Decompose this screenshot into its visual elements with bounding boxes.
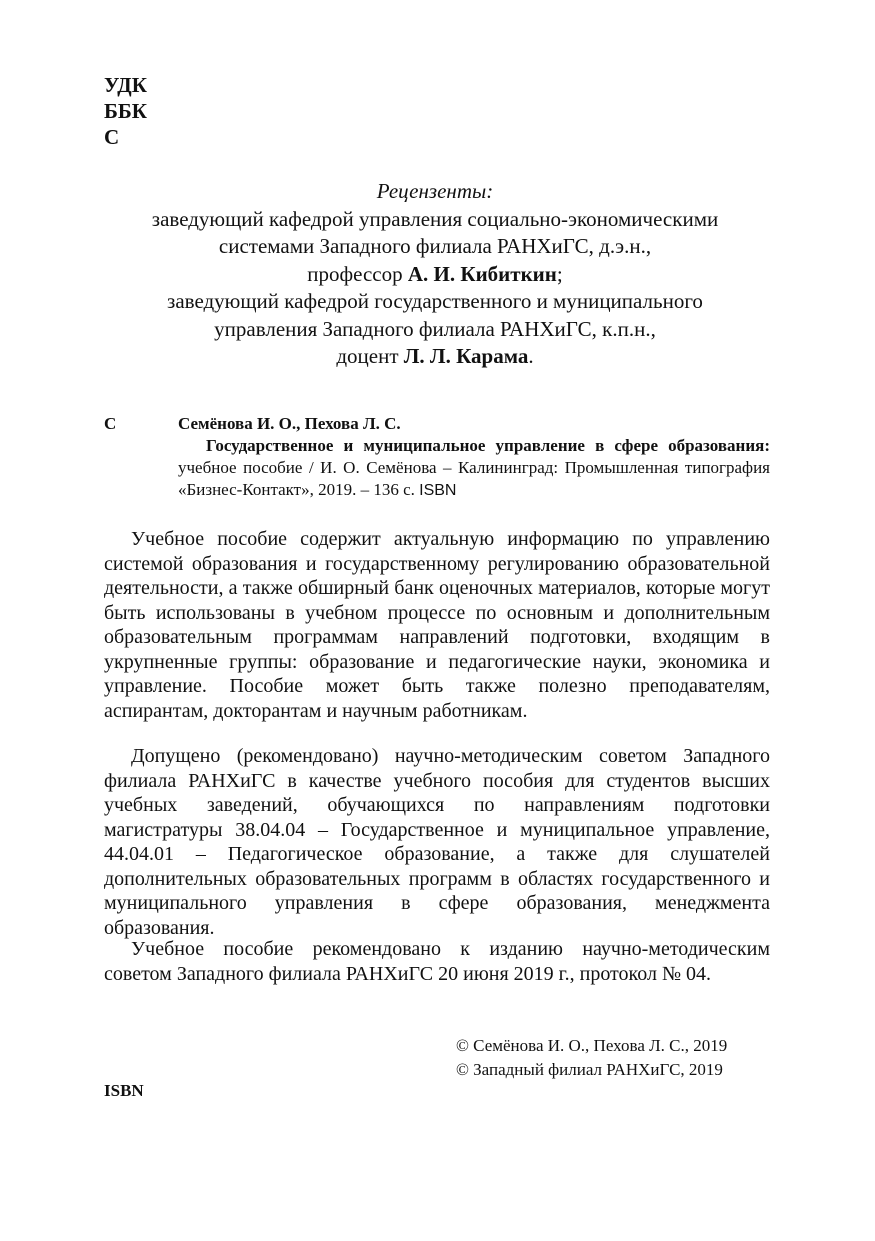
reviewer-2-punct: . xyxy=(528,344,534,368)
reviewer-2-line-1: заведующий кафедрой государственного и муниципального xyxy=(167,289,703,313)
reviewer-1-line-1: заведующий кафедрой управления социально-экономическими xyxy=(151,206,719,231)
reviewer-1-line-3 xyxy=(100,261,770,289)
catalog-authors: Семёнова И. О., Пехова Л. С. xyxy=(178,414,401,433)
reviewer-1-rank: профессор xyxy=(307,261,408,286)
copyright-institution: © Западный филиал РАНХиГС, 2019 xyxy=(456,1060,723,1079)
reviewer-2-rank: доцент xyxy=(336,344,404,368)
catalog-isbn: ISBN xyxy=(419,482,457,499)
copyright-block xyxy=(456,1034,727,1082)
reviewers-title: Рецензенты: xyxy=(376,179,494,203)
catalog-title: Государственное и муниципальное управление в сфере образования: xyxy=(206,436,770,455)
reviewer-2-line-2: управления Западного филиала РАНХиГС, к.п.н., xyxy=(214,316,656,341)
recommendation-paragraph: Учебное пособие рекомендовано к изданию научно-методическим советом Западного филиала РАНХиГС 20 июня 2019 г., протокол № 04. xyxy=(104,938,770,985)
reviewer-1-line-2: системами Западного филиала РАНХиГС, д.э.н., xyxy=(218,234,652,258)
copyright-authors: © Семёнова И. О., Пехова Л. С., 2019 xyxy=(456,1036,728,1055)
author-mark: С xyxy=(104,125,120,149)
reviewer-1-name: А. И. Кибиткин xyxy=(407,261,557,286)
catalog-description xyxy=(178,435,770,502)
reviewer-2-name: Л. Л. Карама xyxy=(403,344,529,368)
annotation-paragraph: Учебное пособие содержит актуальную информацию по управлению системой образования и государственному регулированию образовательной деятельности, а также обширный банк оценочных материалов, которые могут быть использованы в учебном процессе по основным и дополнительным образовательным программам направлений подготовки, входящим в укрупненные группы: образование и педагогические науки, экономика и управление. Пособие может быть также полезно преподавателям, аспирантам, докторантам и научным работникам. xyxy=(104,528,770,722)
reviewer-1-punct: ; xyxy=(556,261,563,286)
udk-label: УДК xyxy=(104,73,147,97)
isbn-label: ISBN xyxy=(104,1081,144,1100)
catalog-letter: С xyxy=(104,414,117,433)
reviewers-block xyxy=(100,178,770,371)
catalog-details: учебное пособие / И. О. Семёнова – Калининград: Промышленная типография «Бизнес-Контакт», 2019. – 136 с. xyxy=(178,458,770,499)
classification-codes xyxy=(104,72,147,150)
bbk-label: ББК xyxy=(104,99,147,123)
approval-paragraph: Допущено (рекомендовано) научно-методическим советом Западного филиала РАНХиГС в качестве учебного пособия для студентов высших учебных заведений, обучающихся по направлениям подготовки магистратуры 38.04.04 – Государственное и муниципальное управление, 44.04.01 – Педагогическое образование, а также для слушателей дополнительных образовательных программ в областях государственного и муниципального управления в сфере образования, менеджмента образования. xyxy=(104,745,770,939)
bibliographic-record xyxy=(178,413,770,502)
reviewer-2-line-3 xyxy=(100,343,770,371)
